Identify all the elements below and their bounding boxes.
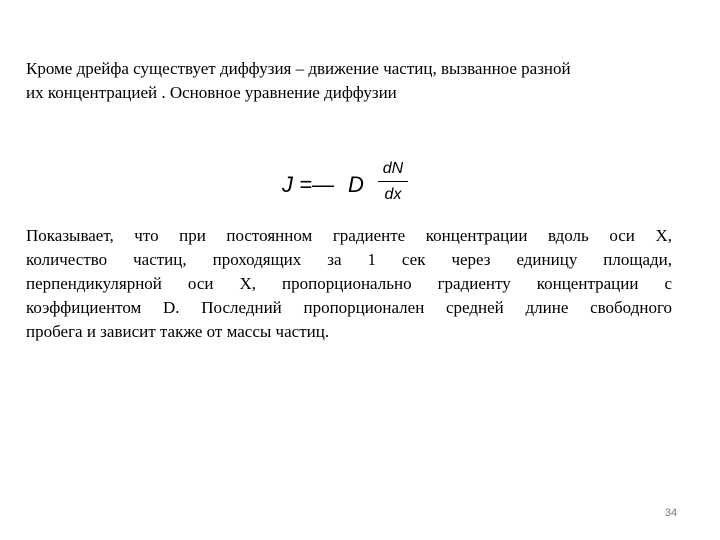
fraction-numerator: dN	[382, 160, 404, 177]
explanation-paragraph	[26, 224, 672, 344]
explanation-line: количество частиц, проходящих за 1 сек через единицу площади,	[26, 250, 672, 269]
page-number: 34	[664, 507, 678, 519]
fraction-bar	[378, 181, 408, 182]
diffusion-equation	[282, 157, 422, 213]
explanation-line: коэффициентом D. Последний пропорционален средней длине свободного	[26, 298, 672, 317]
intro-line: Кроме дрейфа существует диффузия – движение частиц, вызванное разной	[26, 59, 571, 78]
fraction-denominator: dx	[384, 186, 402, 203]
intro-paragraph	[26, 57, 696, 105]
explanation-line: перпендикулярной оси X, пропорционально градиенту концентрации с	[26, 274, 672, 293]
explanation-line: Показывает, что при постоянном градиенте концентрации вдоль оси X,	[26, 226, 672, 245]
equation-lhs: J =—	[282, 172, 334, 197]
diffusion-coefficient: D	[348, 172, 364, 197]
gradient-fraction	[378, 159, 408, 205]
intro-line: их концентрацией . Основное уравнение диффузии	[26, 83, 397, 102]
explanation-line: пробега и зависит также от массы частиц.	[26, 322, 330, 341]
